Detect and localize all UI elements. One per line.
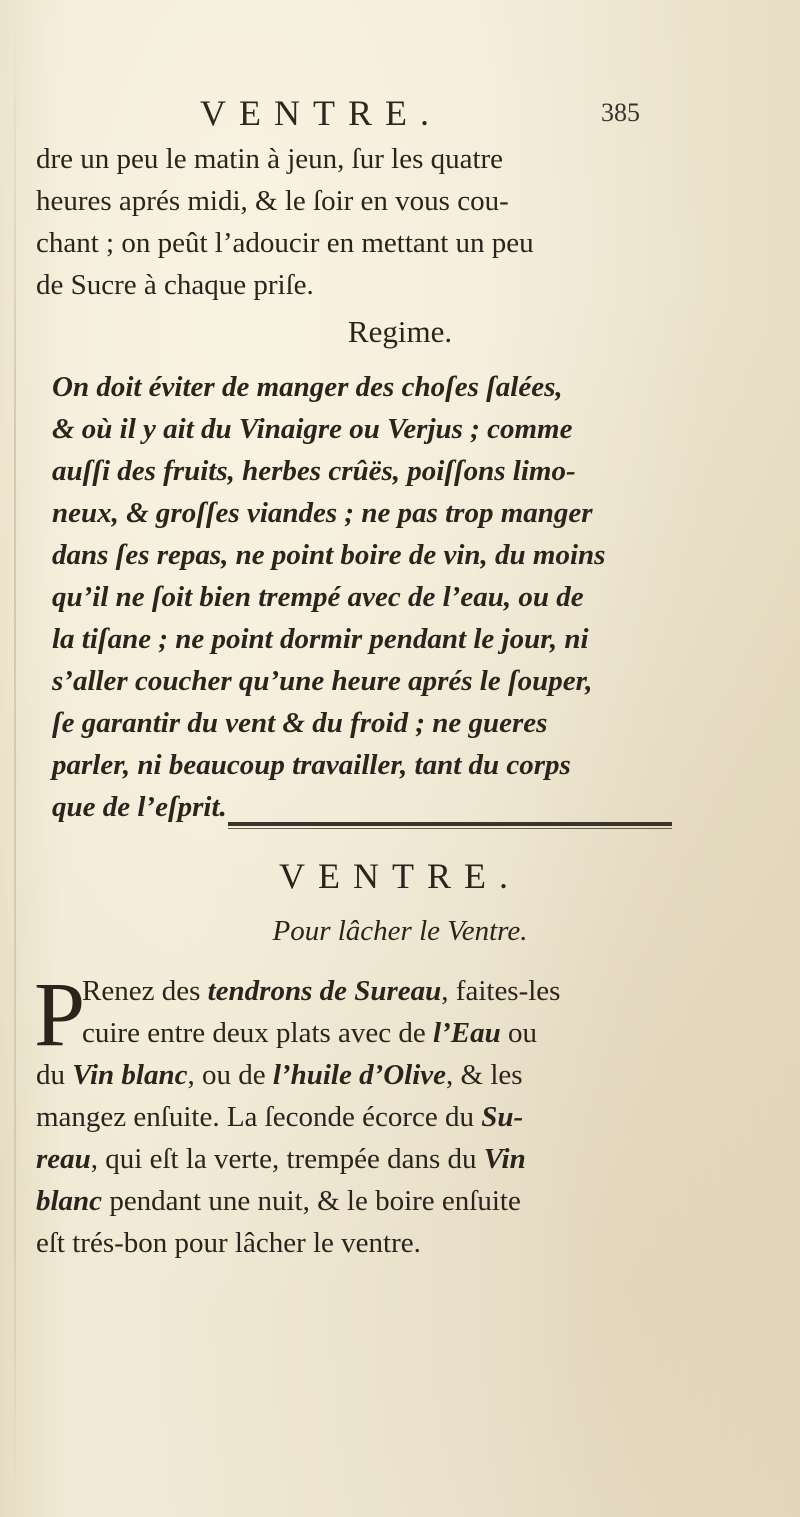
italic-term: l’Eau (433, 1017, 501, 1049)
section-title: VENTRE. (279, 856, 521, 896)
text-line (36, 1138, 756, 1180)
italic-term: Su- (481, 1101, 524, 1133)
text-run: , qui eſt la verte, trempée dans du (90, 1143, 484, 1175)
text-line: chant ; on peût l’adoucir en mettant un peu (36, 227, 534, 259)
page-number: 385 (601, 98, 640, 127)
text-line: heures aprés midi, & le ſoir en vous cou- (36, 185, 509, 217)
section-divider (228, 822, 672, 826)
text-run: , ou de (187, 1059, 273, 1091)
text-line: qu’il ne ſoit bien trempé avec de l’eau, ou de (52, 581, 584, 613)
text-line: que de l’eſprit. (52, 791, 227, 823)
italic-term: Vin blanc (72, 1059, 188, 1091)
text-line: dans ſes repas, ne point boire de vin, du moins (52, 539, 606, 571)
text-line: dre un peu le matin à jeun, ſur les quatre (36, 143, 504, 175)
text-line (36, 1180, 756, 1222)
gutter-shadow (14, 0, 16, 1517)
section-subtitle: Pour lâcher le Ventre. (272, 915, 528, 947)
italic-term: Vin (483, 1143, 526, 1175)
text-line: & où il y ait du Vinaigre ou Verjus ; comme (52, 413, 573, 445)
text-run: pendant une nuit, & le boire enſuite (102, 1185, 521, 1217)
text-line: de Sucre à chaque priſe. (36, 269, 314, 301)
italic-term: tendrons de Sureau (207, 975, 442, 1007)
text-line: la tiſane ; ne point dormir pendant le jour, ni (52, 623, 589, 655)
italic-term: reau (36, 1143, 91, 1175)
text-run: mangez enſuite. La ſeconde écorce du (36, 1101, 482, 1133)
text-line: parler, ni beaucoup travailler, tant du corps (52, 749, 571, 781)
recipe-paragraph (34, 963, 756, 1264)
text-line: s’aller coucher qu’une heure aprés le ſouper, (52, 665, 593, 697)
text-run: ou (500, 1017, 537, 1049)
top-paragraph (36, 138, 756, 306)
text-run: eſt trés-bon pour lâcher le ventre. (36, 1227, 421, 1259)
regime-paragraph (52, 366, 772, 828)
text-line (36, 1054, 756, 1096)
text-run: , faites-les (441, 975, 561, 1007)
italic-term: blanc (36, 1185, 103, 1217)
text-run: Renez des (82, 975, 208, 1007)
regime-heading: Regime. (347, 314, 453, 349)
running-head (200, 92, 640, 132)
text-line: On doit éviter de manger des choſes ſalées, (52, 371, 563, 403)
running-title: VENTRE. (200, 93, 442, 133)
text-line: auſſi des fruits, herbes crûës, poiſſons limo- (52, 455, 576, 487)
text-run: , & les (446, 1059, 523, 1091)
italic-term: l’huile d’Olive (272, 1059, 447, 1091)
text-run: du (36, 1059, 73, 1091)
text-line: neux, & groſſes viandes ; ne pas trop manger (52, 497, 593, 529)
text-line (36, 1012, 756, 1054)
text-line (36, 1222, 756, 1264)
text-line (36, 1096, 756, 1138)
text-line (36, 970, 756, 1012)
drop-cap: P (34, 963, 86, 1065)
text-line: ſe garantir du vent & du froid ; ne gueres (52, 707, 548, 739)
section-divider-thin (228, 828, 672, 829)
text-run: cuire entre deux plats avec de (82, 1017, 434, 1049)
